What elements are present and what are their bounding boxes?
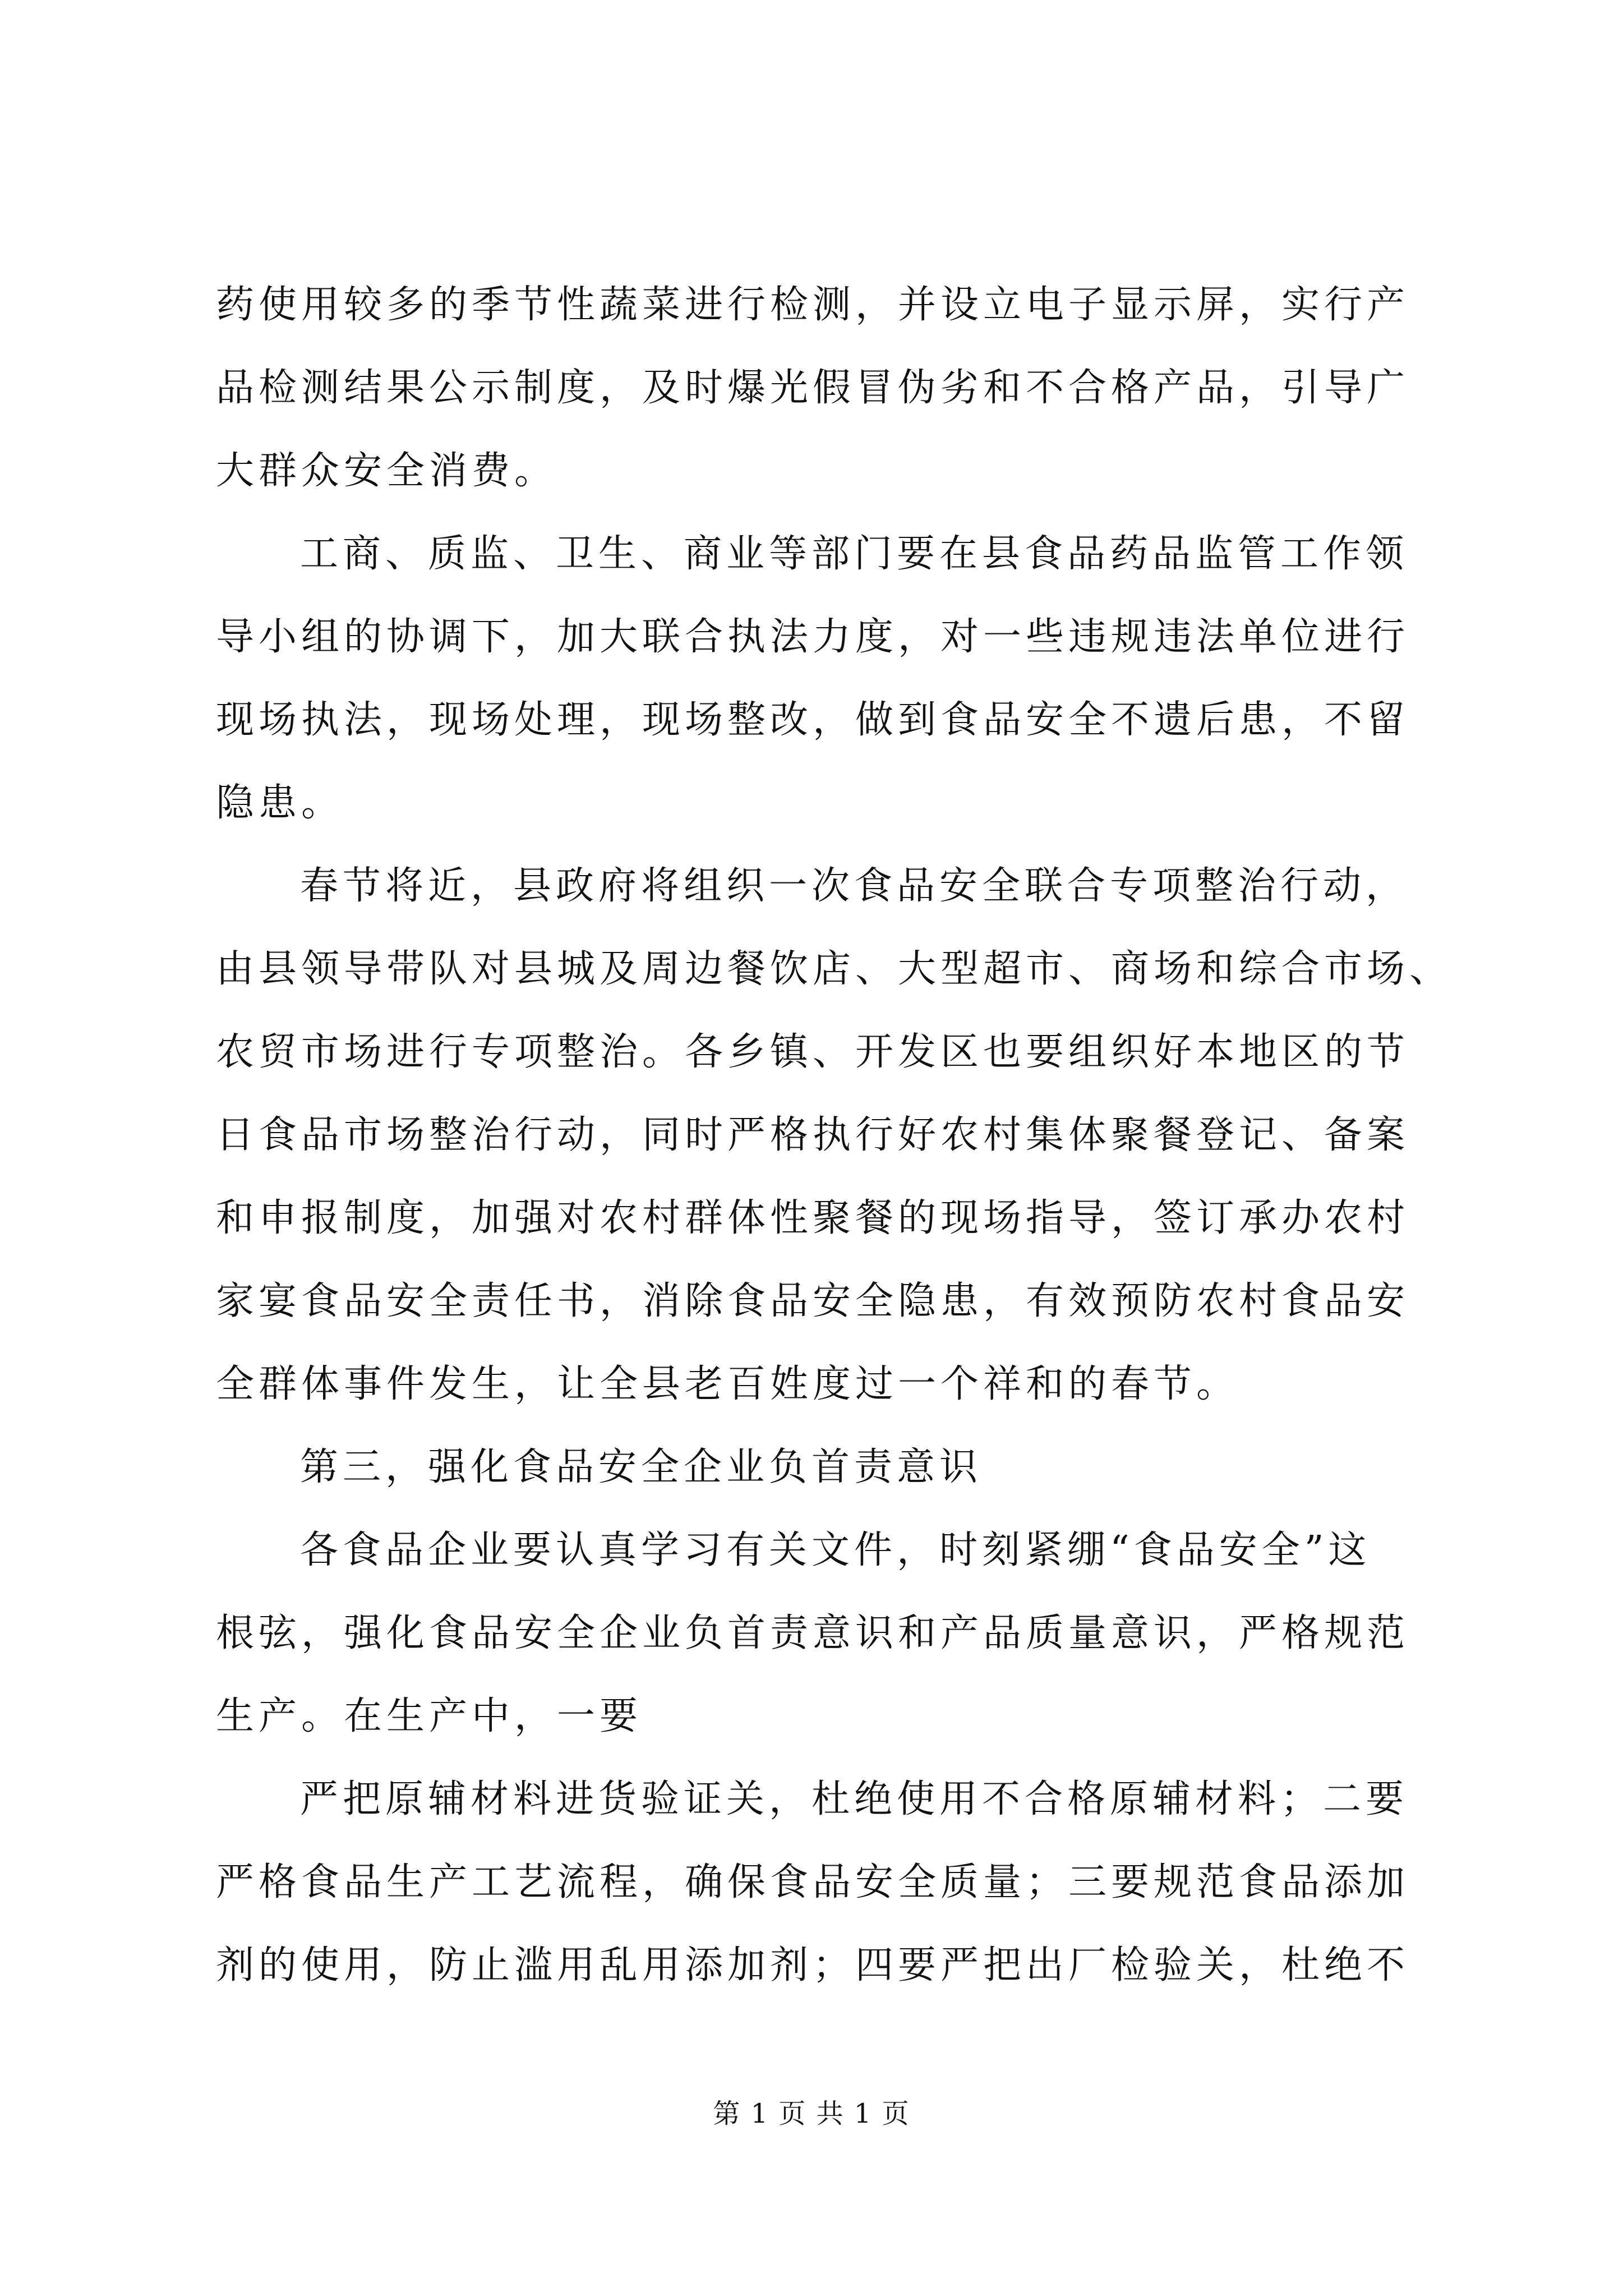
- text-line: 导小组的协调下，加大联合执法力度，对一些违规违法单位进行: [216, 615, 1410, 659]
- text-line: 工商、质监、卫生、商业等部门要在县食品药品监管工作领: [300, 532, 1409, 576]
- heading-line: 第三，强化食品安全企业负首责意识: [300, 1445, 983, 1489]
- text-line: 农贸市场进行专项整治。各乡镇、开发区也要组织好本地区的节: [216, 1030, 1410, 1074]
- text-line: 隐患。: [216, 781, 344, 825]
- document-body: [216, 264, 1453, 2007]
- text-line: 全群体事件发生，让全县老百姓度过一个祥和的春节。: [216, 1362, 1239, 1406]
- text-line: 生产。在生产中，一要: [216, 1694, 643, 1738]
- text-line: 现场执法，现场处理，现场整改，做到食品安全不遗后患，不留: [216, 698, 1410, 742]
- text-line: 严把原辅材料进货验证关，杜绝使用不合格原辅材料；二要: [300, 1777, 1409, 1821]
- paragraph: [216, 845, 1453, 1426]
- paragraph: [216, 264, 1422, 513]
- paragraph: [216, 513, 1422, 845]
- text-line: 日食品市场整治行动，同时严格执行好农村集体聚餐登记、备案: [216, 1113, 1410, 1157]
- text-line: 各食品企业要认真学习有关文件，时刻紧绷“食品安全”这: [300, 1528, 1371, 1572]
- paragraph: [216, 1509, 1422, 1758]
- text-line: 春节将近，县政府将组织一次食品安全联合专项整治行动，: [300, 864, 1409, 908]
- text-line: 和申报制度，加强对农村群体性聚餐的现场指导，签订承办农村: [216, 1196, 1410, 1240]
- text-line: 品检测结果公示制度，及时爆光假冒伪劣和不合格产品，引导广: [216, 366, 1410, 410]
- text-line: 剂的使用，防止滥用乱用添加剂；四要严把出厂检验关，杜绝不: [216, 1943, 1410, 1987]
- page-number-label: 第 1 页 共 1 页: [713, 2098, 910, 2129]
- text-line: 药使用较多的季节性蔬菜进行检测，并设立电子显示屏，实行产: [216, 283, 1410, 327]
- text-line: 根弦，强化食品安全企业负首责意识和产品质量意识，严格规范: [216, 1611, 1410, 1655]
- text-line: 大群众安全消费。: [216, 449, 557, 493]
- text-line: 家宴食品安全责任书，消除食品安全隐患，有效预防农村食品安: [216, 1279, 1410, 1323]
- text-line: 由县领导带队对县城及周边餐饮店、大型超市、商场和综合市场、: [216, 947, 1453, 991]
- section-heading: [216, 1426, 1422, 1509]
- page-footer: [0, 2097, 1623, 2131]
- text-line: 严格食品生产工艺流程，确保食品安全质量；三要规范食品添加: [216, 1860, 1410, 1904]
- paragraph: [216, 1758, 1422, 2007]
